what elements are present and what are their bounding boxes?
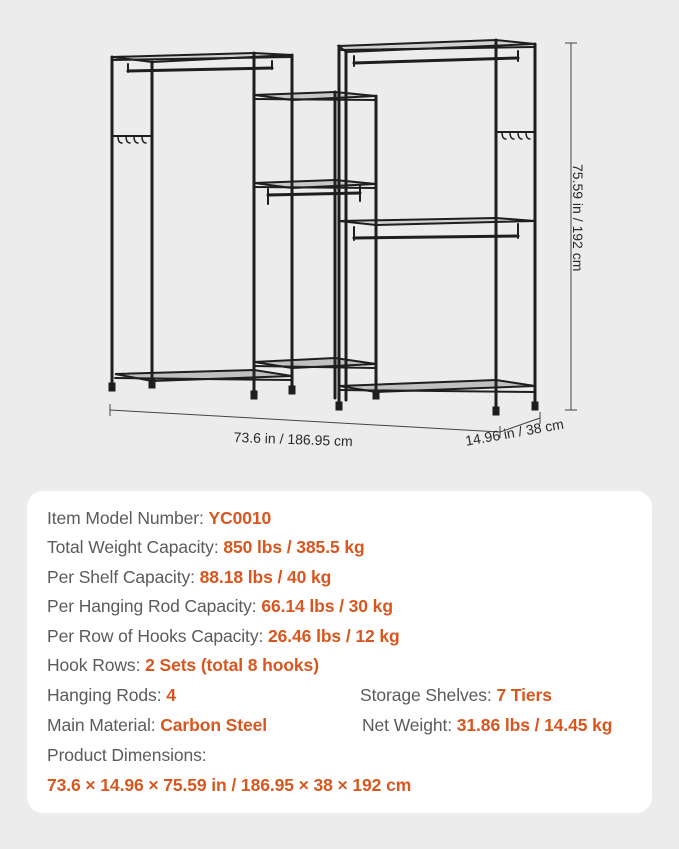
- spec-net-weight: [362, 715, 612, 736]
- spec-main-material: [47, 715, 267, 736]
- spec-model: [47, 508, 271, 529]
- spec-label: Hook Rows:: [47, 655, 141, 675]
- spec-label: Net Weight:: [362, 715, 453, 735]
- spec-product-dimensions-label: [47, 745, 207, 766]
- spec-value: 2 Sets (total 8 hooks): [145, 655, 319, 675]
- spec-value: 4: [166, 685, 176, 705]
- specifications-card: [27, 491, 652, 813]
- spec-label: Storage Shelves:: [360, 685, 492, 705]
- spec-value: 26.46 lbs / 12 kg: [268, 626, 400, 646]
- spec-hanging-rods: [47, 685, 176, 706]
- spec-label: Total Weight Capacity:: [47, 537, 219, 557]
- rack-frame: [109, 40, 538, 415]
- spec-label: Product Dimensions:: [47, 745, 207, 765]
- spec-per-shelf: [47, 567, 331, 588]
- spec-value: 88.18 lbs / 40 kg: [199, 567, 332, 587]
- spec-label: Hanging Rods:: [47, 685, 162, 705]
- spec-value: 73.6 × 14.96 × 75.59 in / 186.95 × 38 × 192 cm: [47, 775, 412, 795]
- spec-per-hook-row: [47, 626, 400, 647]
- depth-dimension-label: 14.96 in / 38 cm: [464, 415, 565, 449]
- middle-column: [251, 92, 376, 399]
- spec-label: Item Model Number:: [47, 508, 204, 528]
- spec-total-weight: [47, 537, 365, 558]
- left-unit: [109, 53, 292, 393]
- spec-per-rod: [47, 596, 393, 617]
- spec-label: Per Hanging Rod Capacity:: [47, 596, 257, 616]
- spec-value: 850 lbs / 385.5 kg: [223, 537, 365, 557]
- spec-label: Per Row of Hooks Capacity:: [47, 626, 264, 646]
- spec-value: YC0010: [208, 508, 272, 528]
- spec-label: Per Shelf Capacity:: [47, 567, 195, 587]
- width-dimension-line: [110, 410, 500, 432]
- height-dimension-label: 75.59 in / 192 cm: [570, 164, 586, 272]
- spec-label: Main Material:: [47, 715, 156, 735]
- spec-hook-rows: [47, 655, 319, 676]
- spec-value: 66.14 lbs / 30 kg: [261, 596, 393, 616]
- spec-value: Carbon Steel: [160, 715, 268, 735]
- spec-value: 31.86 lbs / 14.45 kg: [456, 715, 613, 735]
- spec-storage-shelves: [360, 685, 552, 706]
- width-dimension-label: 73.6 in / 186.95 cm: [233, 429, 354, 450]
- spec-product-dimensions-value: [47, 775, 411, 796]
- spec-value: 7 Tiers: [496, 685, 552, 705]
